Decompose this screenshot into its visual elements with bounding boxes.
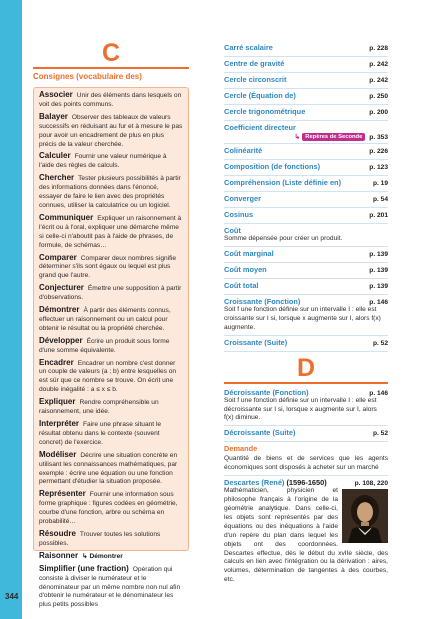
consigne-term: Développer: [39, 335, 83, 345]
descartes-dates: (1596-1650): [286, 478, 327, 488]
page-reference[interactable]: p. 228: [369, 45, 388, 52]
consigne-text: Encadrer un nombre c'est donner un couple de valeurs (a ; b) entre lesquelles on est sûr que ce nombre se trouve. On écrit une double inégalité : a ≤ x ≤ b.: [39, 359, 177, 394]
consigne-term: Démontrer: [39, 305, 80, 315]
index-entry: [224, 208, 388, 224]
consigne-term: Simplifier (une fraction): [39, 563, 129, 573]
consigne-term: Résoudre: [39, 528, 76, 538]
consigne-entry: [39, 337, 183, 356]
index-term: Coefficient directeur: [224, 123, 296, 132]
index-entry: [224, 73, 388, 89]
definition-text: Somme dépensée pour créer un produit.: [224, 235, 343, 242]
index-entry: [224, 263, 388, 279]
descartes-portrait: [342, 489, 388, 543]
descartes-bio-text: Mathématicien, physicien et philosophe français à l'origine de la géométrie analytique. Dans celle-ci, les objets sont représentés par des équations ou des inéquations à l'aide d'un repère du plan dans lequel les objets ont des coordonnées. Descartes effectue, dès le début du xvIIe siècle, des calculs en lien avec l'intégration ou la dérivation : aires, volumes, détermination de tangentes à des courbes, etc.: [224, 487, 388, 584]
right-column: [224, 41, 388, 585]
consigne-term: Communiquer: [39, 212, 94, 222]
consigne-term: Représenter: [39, 489, 86, 499]
consigne-term: Conjecturer: [39, 283, 84, 293]
consigne-text: Trouver toutes les solutions possibles.: [39, 530, 161, 547]
page-number: 344: [5, 592, 19, 601]
index-entry: [224, 160, 388, 176]
consigne-term: Modéliser: [39, 449, 77, 459]
consigne-entry: [39, 306, 183, 334]
consigne-text: Fournir une information sous forme graphique : figures codées en géométrie, courbe d'une fonction, arbre ou schéma en probabilité…: [39, 491, 178, 526]
index-term: Compréhension (Liste définie en): [224, 178, 342, 187]
descartes-heading-line: [224, 476, 388, 487]
index-term: Cercle circonscrit: [224, 75, 287, 84]
index-term: Décroissante (Suite): [224, 428, 296, 438]
index-entry: [224, 144, 388, 160]
index-term: Décroissante (Fonction): [224, 387, 309, 397]
consigne-entry: [39, 552, 183, 562]
definition-text: Quantité de biens et de services que les agents économiques sont disposés à acheter sur un marché: [224, 455, 388, 476]
consigne-entry: [39, 174, 183, 211]
index-entry-coefficient: [224, 121, 388, 144]
index-entry: [224, 336, 388, 352]
descartes-bio: [224, 487, 388, 585]
consigne-text: Comparer deux nombres signifie déterminer s'ils sont égaux ou lequel est plus grand que l'autre.: [39, 254, 177, 280]
index-term: Coût moyen: [224, 264, 267, 274]
consigne-term: Comparer: [39, 252, 77, 262]
consigne-text: Opération qui consiste à diviser le numérateur et le dénominateur par un même nombre non nul afin d'obtenir le numérateur et le dénominateur les plus petits possibles: [39, 565, 181, 609]
reperes-seconde-badge[interactable]: Repères de Seconde: [302, 133, 365, 141]
page-reference[interactable]: p. 353: [369, 133, 388, 141]
page-reference[interactable]: p. 146: [369, 389, 388, 397]
consigne-entry: [39, 398, 183, 417]
consigne-term: Associer: [39, 90, 73, 99]
index-entry: [224, 176, 388, 192]
consigne-entry: [39, 359, 183, 396]
definition-text: Soit f une fonction définie sur un intervalle I : elle est croissante sur I si, lorsque x augmente sur I, alors f(x) augmente.: [224, 305, 381, 331]
page-reference[interactable]: p. 139: [369, 282, 388, 290]
page-reference[interactable]: p. 201: [369, 212, 388, 219]
section-rule: [33, 67, 189, 69]
index-term: Colinéarité: [224, 146, 263, 155]
consigne-entry: [39, 91, 183, 110]
index-entry: [224, 89, 388, 105]
index-term: Croissante (Suite): [224, 337, 288, 347]
consigne-text: Tester plusieurs possibilités à partir des informations données dans l'énoncé, essayer de faire le lien avec des propriétés connues, utiliser la calculatrice ou un logiciel.: [39, 175, 181, 209]
index-entry-decroissante: [224, 386, 388, 427]
consigne-text: Décrire une situation concrète en utilisant les connaissances mathématiques, par exemple : écrire une équation ou une fonction permettant d'étudier la situation proposée.: [39, 451, 178, 486]
index-term: Cercle trigonométrique: [224, 107, 306, 116]
consigne-text: Écrire un produit sous forme d'une somme équivalente.: [39, 337, 170, 354]
index-entry: [224, 105, 388, 121]
consigne-term: Interpréter: [39, 419, 80, 428]
consigne-term: Chercher: [39, 173, 75, 183]
demande-heading: Demande: [224, 444, 258, 454]
consigne-entry: [39, 254, 183, 282]
index-entry: [224, 57, 388, 73]
consigne-entry: [39, 490, 183, 527]
consignes-box: [33, 87, 189, 609]
index-term: Carré scalaire: [224, 43, 273, 52]
see-also-line: [224, 133, 388, 141]
consigne-text: Fournir une valeur numérique à l'aide des règles de calculs.: [39, 153, 167, 170]
index-term: Cercle (Équation de): [224, 91, 296, 100]
section-letter-c: C: [101, 39, 121, 67]
page-reference[interactable]: p. 226: [369, 148, 388, 155]
consigne-text: Observer des tableaux de valeurs successifs en réduisant au fur et à mesure le pas pour avoir un encadrement de plus en plus précis de la valeur cherchée.: [39, 113, 183, 148]
index-entry-croissante: [224, 295, 388, 336]
page-reference[interactable]: p. 146: [369, 298, 388, 306]
index-term: Croissante (Fonction): [224, 296, 301, 306]
consigne-text: À partir des éléments connus, effectuer un raisonnement ou un calcul pour obtenir le résultat ou la propriété cherchée.: [39, 307, 171, 332]
consigne-entry: [39, 420, 183, 448]
section-rule: [224, 382, 388, 384]
consignes-title: Consignes (vocabulaire des): [33, 72, 142, 81]
page-reference[interactable]: p. 108, 220: [354, 480, 388, 488]
consigne-term: Expliquer: [39, 397, 76, 407]
index-term: Converger: [224, 194, 261, 203]
consigne-text: Faire une phrase situant le résultat obtenu dans le contexte (souvent concret) de l'exercice.: [39, 421, 162, 446]
index-term: Composition (de fonctions): [224, 162, 321, 171]
consigne-term: Calculer: [39, 151, 71, 161]
page-reference[interactable]: p. 200: [369, 109, 388, 116]
consigne-entry: [39, 152, 183, 171]
arrow-icon: ↳: [294, 134, 301, 141]
consigne-entry: [39, 565, 183, 611]
consigne-entry: [39, 284, 183, 303]
consigne-entry: [39, 530, 183, 549]
index-term: Coût: [224, 226, 241, 235]
section-letter-d: D: [296, 353, 316, 382]
consigne-term: Encadrer: [39, 357, 74, 367]
index-entry: [224, 192, 388, 208]
descartes-name: Descartes (René): [224, 478, 285, 488]
page-reference[interactable]: p. 52: [372, 430, 388, 438]
index-entry: [224, 279, 388, 295]
page-reference[interactable]: p. 54: [372, 196, 388, 203]
page-reference[interactable]: p. 139: [369, 266, 388, 274]
consigne-term: Raisonner: [39, 550, 79, 560]
consigne-text: Unir des éléments dans lesquels on voit des points communs.: [39, 92, 182, 108]
index-term: Coût marginal: [224, 248, 274, 258]
definition-text: Soit f une fonction définie sur un intervalle I : elle est décroissante sur I si, lorsque x augmente sur I, alors f(x) diminue.: [224, 396, 377, 422]
page-reference[interactable]: p. 242: [369, 77, 388, 84]
consigne-text: Émettre une supposition à partir d'observations.: [39, 285, 182, 302]
consigne-entry: [39, 451, 183, 488]
index-entry: [224, 426, 388, 442]
index-entry: [224, 41, 388, 57]
consigne-entry: [39, 214, 183, 251]
index-term: Centre de gravité: [224, 59, 285, 68]
portrait-illustration: [342, 489, 388, 543]
index-term: Cosinus: [224, 210, 254, 219]
page-reference[interactable]: p. 139: [369, 250, 388, 258]
consigne-term: Balayer: [39, 111, 68, 121]
consigne-entry: [39, 113, 183, 150]
cross-reference-link[interactable]: ↳ Démontrer: [82, 552, 123, 560]
page-reference[interactable]: p. 19: [372, 180, 388, 187]
index-term: [224, 478, 327, 487]
side-color-band: [0, 0, 22, 619]
consigne-text: Expliquer un raisonnement à l'écrit ou à l'oral, expliquer une démarche même si celle-ci n'aboutit pas à l'aide de phrases, de formule, de schémas…: [39, 214, 182, 249]
index-entry-cout: [224, 224, 388, 247]
page-reference[interactable]: p. 242: [369, 61, 388, 68]
page-reference[interactable]: p. 250: [369, 93, 388, 100]
index-term: Coût total: [224, 280, 259, 290]
consigne-text: Rendre compréhensible un raisonnement, une idée.: [39, 399, 159, 416]
left-column: [33, 39, 189, 609]
index-entry: [224, 247, 388, 263]
page-reference[interactable]: p. 52: [372, 339, 388, 347]
page-reference[interactable]: p. 123: [369, 164, 388, 171]
